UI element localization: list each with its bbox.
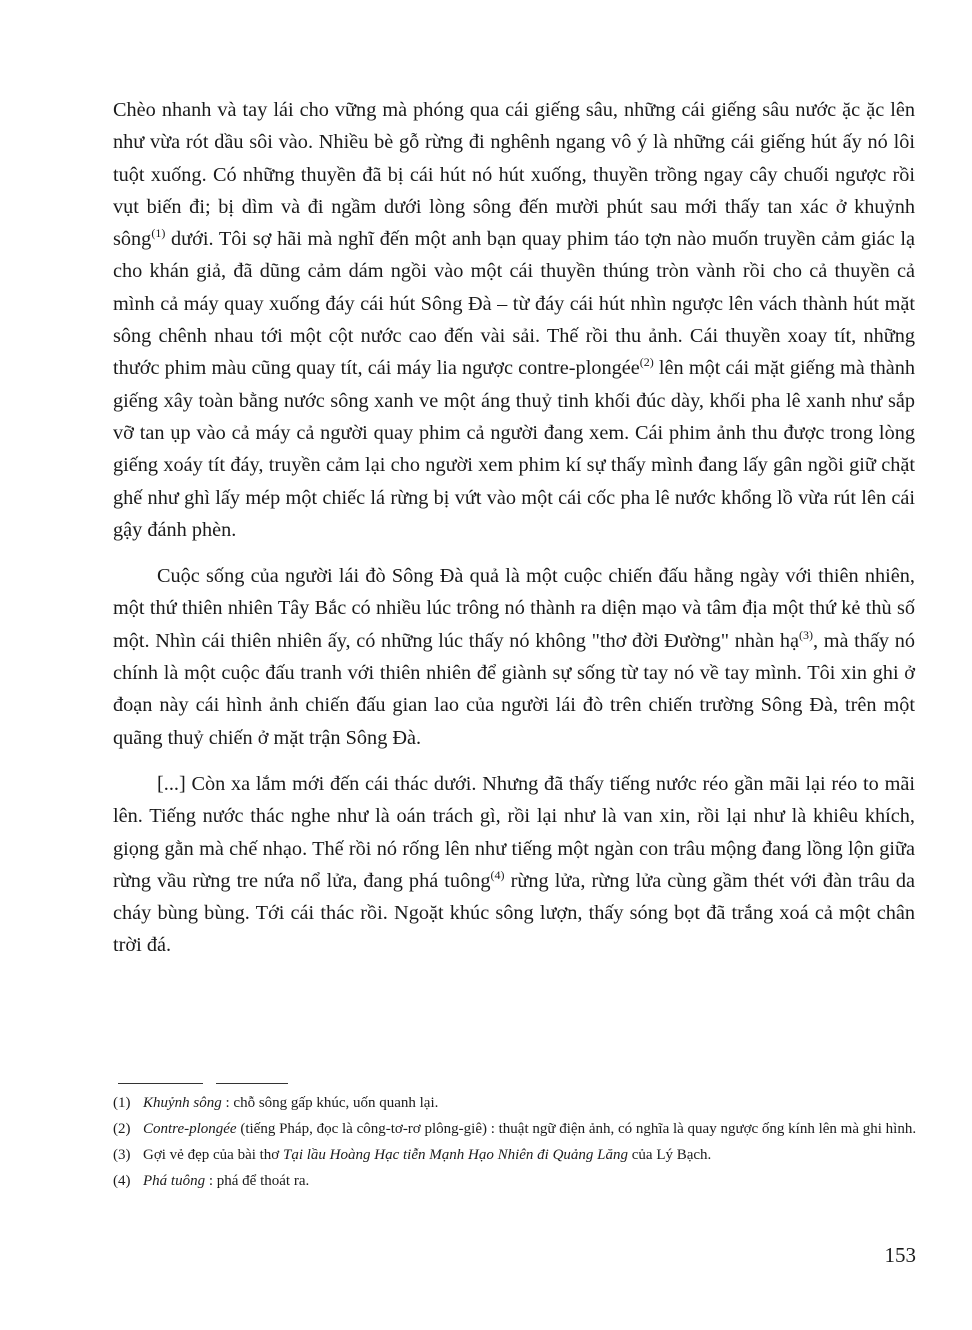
text-run: Chèo nhanh và tay lái cho vững mà phóng qua cái giếng sâu, những cái giếng sâu nước ặc ặc lên như vừa rót dầu sôi vào. Nhiều bè gỗ rừng đi nghênh ngang vô ý là những cái giếng hút ấy nó lôi tuột xuống. Có những thuyền đã bị cái hút nó hút xuống, thuyền trồng ngay cây chuối ngược rồi vụt biến đi; bị dìm và đi ngầm dưới lòng sông đến mười phút sau mới thấy tan xác ở khuỷnh sông — [113, 99, 915, 251]
footnote-pre: Gợi vẻ đẹp của bài thơ — [143, 1147, 283, 1163]
text-run: [...] Còn xa lắm mới đến cái thác dưới. Nhưng đã thấy tiếng nước réo gần mãi lại réo to mãi lên. Tiếng nước thác nghe như là oán trách gì, rồi lại như là van xin, rồi lại như là khiêu khích, giọng gằn mà chế nhạo. Thế rồi nó rống lên như tiếng một ngàn con trâu mộng đang lồng lộn giữa rừng vầu rừng tre nứa nổ lửa, đang phá tuông — [113, 772, 915, 892]
footnote-ref-4: (4) — [490, 867, 505, 882]
footnote-text: : chỗ sông gấp khúc, uốn quanh lại. — [221, 1095, 439, 1111]
footnote-number: (4) — [113, 1173, 131, 1189]
footnote-text: (tiếng Pháp, đọc là công-tơ-rơ plông-giê) : thuật ngữ điện ảnh, có nghĩa là quay ngược ống kính lên mà ghi hình. — [236, 1121, 917, 1137]
footnote-ref-1: (1) — [151, 226, 166, 241]
footnote-ref-2: (2) — [639, 355, 654, 370]
text-run: dưới. Tôi sợ hãi mà nghĩ đến một anh bạn quay phim táo tợn nào muốn truyền cảm giác lạ cho khán giả, đã dũng cảm dám ngồi vào một cái thuyền thúng tròn vành rồi cho cả thuyền cả mình cả máy quay xuống đáy cái hút Sông Đà – từ đáy cái hút nhìn ngược lên vách thành hút mặt sông chênh nhau tới một cột nước cao đến vài sải. Thế rồi thu ảnh. Cái thuyền xoay tít, những thước phim màu cũng quay tít, cái máy lia ngược contre-plongée — [113, 228, 915, 380]
footnote-number: (3) — [113, 1147, 131, 1163]
paragraph — [113, 94, 915, 546]
footnote-number: (2) — [113, 1121, 131, 1137]
footnote-term: Tại lầu Hoàng Hạc tiễn Mạnh Hạo Nhiên đi Quảng Lăng — [283, 1147, 628, 1163]
footnote-term: Contre-plongée — [143, 1121, 237, 1137]
footnote-2 — [113, 1118, 918, 1140]
text-run: Cuộc sống của người lái đò Sông Đà quả là một cuộc chiến đấu hằng ngày với thiên nhiên, một thứ thiên nhiên Tây Bắc có nhiều lúc trông nó thành ra diện mạo và tâm địa một thứ kẻ thù số một. Nhìn cái thiên nhiên ấy, có những lúc thấy nó không "thơ đời Đường" nhàn hạ — [113, 565, 915, 652]
text-run: rừng lửa, rừng lửa cùng gầm thét với đàn trâu da cháy bùng bùng. Tới cái thác rồi. Ngoặt khúc sông lượn, thấy sóng bọt đã trắng xoá cả một chân trời đá. — [113, 869, 915, 957]
footnote-4 — [113, 1170, 918, 1192]
paragraph — [113, 768, 915, 962]
text-run: lên một cái mặt giếng mà thành giếng xây toàn bằng nước sông xanh ve một áng thuỷ tinh khối đúc dày, khối pha lê xanh như sắp vỡ tan ụp vào cả máy cả người quay phim cả người đang xem. Cái phim ảnh thu được trong lòng giếng xoáy tít đáy, truyền cảm lại cho người xem phim kí sự thấy mình đang lấy gân ngồi giữ chặt ghế như ghì lấy mép một chiếc lá rừng bị vứt vào một cái cốc pha lê nước khổng lồ vừa rút lên cái gậy đánh phèn. — [113, 357, 915, 541]
footnote-3 — [113, 1144, 918, 1166]
footnote-ref-3: (3) — [798, 627, 813, 642]
footnote-1 — [113, 1092, 918, 1114]
footnotes — [113, 1092, 918, 1196]
footnote-text: : phá để thoát ra. — [205, 1173, 310, 1189]
footnote-text: của Lý Bạch. — [628, 1147, 712, 1163]
footnote-term: Phá tuông — [143, 1173, 206, 1189]
paragraph — [113, 560, 915, 754]
footnote-number: (1) — [113, 1095, 131, 1111]
main-text — [113, 94, 915, 976]
footnote-divider — [216, 1083, 288, 1084]
text-run: , mà thấy nó chính là một cuộc đấu tranh với thiên nhiên để giành sự sống từ tay nó về tay mình. Tôi xin ghi ở đoạn này cái hình ảnh chiến đấu gian lao của người lái đò trên chiến trường Sông Đà, trên một quãng thuỷ chiến ở mặt trận Sông Đà. — [113, 629, 915, 749]
footnote-divider — [118, 1083, 203, 1084]
page-number: 153 — [884, 1243, 916, 1267]
footnote-term: Khuỷnh sông — [143, 1095, 222, 1111]
